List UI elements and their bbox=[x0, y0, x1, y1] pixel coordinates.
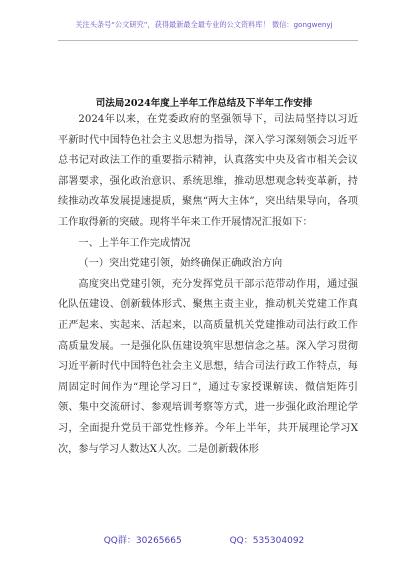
qq-group-label: QQ群：30265665 bbox=[103, 536, 182, 546]
document-title: 司法局2024年度上半年工作总结及下半年工作安排 bbox=[95, 98, 313, 109]
qq-label: QQ：535304092 bbox=[229, 536, 305, 546]
header-banner: 关注头条号“公文研究”，获得最新最全最专业的公文资料库！ 微信：gongwenyj bbox=[75, 20, 333, 29]
section-heading: 一、上半年工作完成情况 bbox=[78, 237, 191, 249]
footer-contact bbox=[0, 533, 408, 546]
header-divider bbox=[58, 40, 358, 41]
intro-paragraph: 2024年以来，在党委政府的坚强领导下，司法局坚持以习近平新时代中国特色社会主义思想为指导，深入学习深刻领会习近平总书记对政法工作的重要指示精神，认真落实中央及省市相关会议部署要求，强化政治意识、系统思维，推动思想观念转变革新，持续推动改革发展提速提质，聚焦“两大主体”，突出结果导向，各项工作取得新的突破。现将半年来工作开展情况汇报如下： bbox=[58, 114, 358, 228]
document-body bbox=[58, 110, 358, 460]
body-paragraph: 高度突出党建引领，充分发挥党员干部示范带动作用，通过强化队伍建设、创新载体形式、聚焦主责主业，推动机关党建工作真正严起来、实起来、活起来，以高质量机关党建推动司法行政工作高质量发展。一是强化队伍建设筑牢思想信念之基。深入学习贯彻习近平新时代中国特色社会主义思想，结合司法行政工作特点，每周固定时间作为“理论学习日”，通过专家授课解读、微信矩阵引领、集中交流研讨、参观培训考察等方式，进一步强化政治理论学习，全面提升党员干部党性修养。今年上半年，共开展理论学习X次，参与学习人数达X人次。二是创新载体形 bbox=[58, 278, 358, 455]
subsection-heading: （一）突出党建引领，始终确保正确政治方向 bbox=[78, 258, 283, 270]
